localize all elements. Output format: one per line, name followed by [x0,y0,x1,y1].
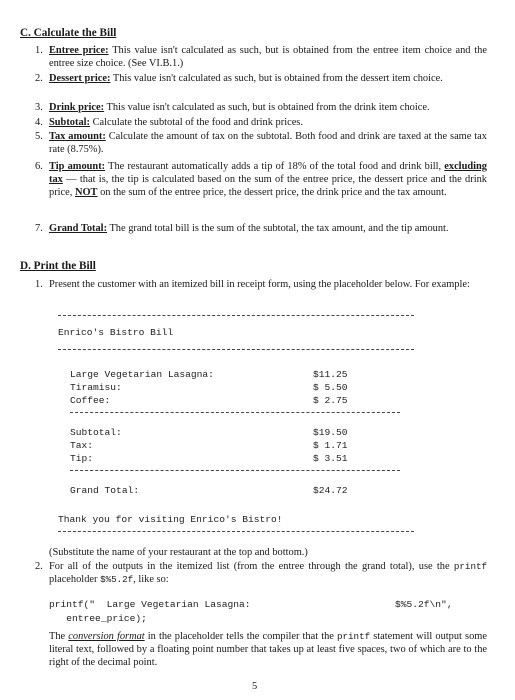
receipt-line-label: Large Vegetarian Lasagna: [70,369,214,380]
receipt-line-label: Coffee: [70,395,111,406]
receipt-line-value: $19.50 [313,427,348,438]
receipt-grand-total-value: $24.72 [313,485,348,496]
item-text: The restaurant automatically adds a tip of 18% of the total food and drink bill, [105,161,445,172]
code-printf: printf [337,631,371,642]
list-item [35,222,487,235]
receipt-grand-total-label: Grand Total: [70,485,140,496]
term-tip-amount: Tip amount: [49,161,106,172]
receipt-line-label: Tip: [70,453,94,464]
receipt-line-value: $ 1.71 [313,440,348,451]
substitution-note [49,546,469,559]
item-text: Present the customer with an itemized bill in receipt form, using the placeholder below. For example: [49,279,470,290]
term-subtotal: Subtotal: [49,117,90,128]
para-text: statement will output some literal text, followed by a floating point number that takes up at least five spaces, two of which are to the right of the decimal point. [49,631,487,668]
code-line-2: entree_price); [49,613,147,624]
code-printf: printf [453,561,487,572]
dashed-divider [70,412,400,413]
receipt-line-value: $ 3.51 [313,453,348,464]
receipt-thanks: Thank you for visiting Enrico's Bistro! [58,514,283,525]
item-text: on the sum of the entree price, the dessert price, the drink price and the tax amount. [97,187,447,198]
dashed-divider [70,470,400,471]
list-item [35,101,487,114]
term-entree-price: Entree price: [49,45,109,56]
receipt-example [58,305,418,533]
term-tax-amount: Tax amount: [49,131,106,142]
list-item [35,160,487,199]
list-item [35,130,487,156]
receipt-line-value: $ 2.75 [313,395,348,406]
item-number: 5. [35,131,43,142]
receipt-line-label: Subtotal: [70,427,122,438]
code-line-1-left: printf(" Large Vegetarian Lasagna: [49,599,251,610]
item-number: 6. [35,161,43,172]
list-item [35,44,487,70]
term-drink-price: Drink price: [49,102,105,113]
emphasis-excluding-tax: excluding tax [49,161,487,185]
emphasis-not: NOT [74,187,98,198]
item-number: 1. [35,45,43,56]
receipt-line-value: $ 5.50 [313,382,348,393]
term-grand-total: Grand Total: [49,223,108,234]
para-text: in the placeholder tells the compiler that the [144,631,338,642]
dashed-divider [58,349,414,350]
item-number: 3. [35,102,43,113]
conversion-format-term: conversion format [68,631,145,642]
item-text: For all of the outputs in the itemized list (from the entree through the grand total), use the [49,561,454,572]
item-text: Calculate the subtotal of the food and drink prices. [90,117,303,128]
conversion-format-paragraph [49,630,487,669]
dashed-divider [58,531,414,532]
list-item [35,278,487,291]
item-number: 7. [35,223,43,234]
section-d-heading: D. Print the Bill [20,260,96,272]
note-text: (Substitute the name of your restaurant at the top and bottom.) [49,547,308,558]
item-text: This value isn't calculated as such, but is obtained from the dessert item choice. [110,73,443,84]
item-text: This value isn't calculated as such, but is obtained from the drink item choice. [104,102,430,113]
list-item [35,560,487,586]
item-number: 2. [35,73,43,84]
list-item [35,72,487,85]
page-number: 5 [252,681,258,692]
code-line-1-right: $%5.2f\n", [395,599,453,610]
item-number: 1. [35,279,43,290]
para-text: The [49,631,69,642]
item-text: The grand total bill is the sum of the subtotal, the tax amount, and the tip amount. [107,223,449,234]
dashed-divider [58,315,414,316]
item-number: 2. [35,561,43,572]
item-text: , like so: [133,574,169,585]
item-text: Calculate the amount of tax on the subtotal. Both food and drink are taxed at the same tax rate (8.75%). [49,131,487,155]
list-item [35,116,487,129]
item-text: placeholder [49,574,101,585]
item-text: This value isn't calculated as such, but is obtained from the entree item choice and the entree size choice. (See VI.B.1.) [49,45,487,69]
section-c-heading: C. Calculate the Bill [20,27,117,39]
term-dessert-price: Dessert price: [49,73,111,84]
item-number: 4. [35,117,43,128]
item-text: — that is, the tip is calculated based on the sum of the entree price, the dessert price and the drink price, [49,174,487,198]
receipt-title: Enrico's Bistro Bill [58,327,174,338]
code-placeholder: $%5.2f [100,574,134,585]
receipt-line-value: $11.25 [313,369,348,380]
receipt-line-label: Tax: [70,440,94,451]
receipt-line-label: Tiramisu: [70,382,122,393]
